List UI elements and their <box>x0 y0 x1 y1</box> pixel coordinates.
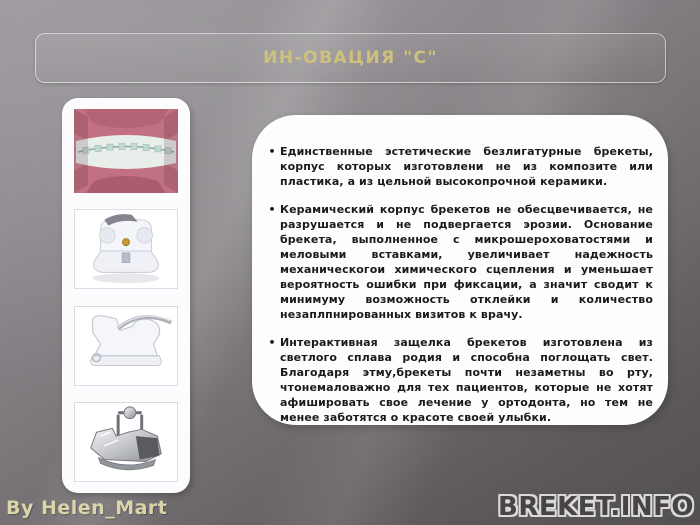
clear-bracket-image <box>75 307 177 385</box>
bullet-item <box>264 335 653 425</box>
photo-ceramic-bracket <box>74 209 178 289</box>
bullet-marker: • <box>268 145 276 158</box>
slide-title: ИН-ОВАЦИЯ "С" <box>263 48 438 68</box>
photo-clear-bracket <box>74 306 178 386</box>
photo-teeth-model <box>74 109 178 193</box>
bullet-item <box>264 202 653 322</box>
bullet-item <box>264 144 653 189</box>
bullet-marker: • <box>268 336 276 349</box>
teeth-model-image <box>74 109 178 193</box>
bullet-text: Интерактивная защелка брекетов изготовлена из светлого сплава родия и способна поглощать свет. Благодаря этму,брекеты почти незаметны во рту, чтонемаловажно для тех пациентов, которые не хотят афишировать свое лечение у ортодонта, но тем не менее заботятся о красоте своей улыбки. <box>280 336 653 424</box>
image-column <box>62 98 190 493</box>
bullet-list <box>264 144 653 425</box>
text-panel <box>252 115 668 425</box>
ceramic-bracket-image <box>75 210 177 288</box>
title-bar <box>35 33 666 83</box>
watermark-breket-info: BREKET.INFO <box>498 492 694 522</box>
author-credit: By Helen_Mart <box>6 497 168 519</box>
bullet-text: Единственные эстетические безлигатурные брекеты, корпус которых изготовлени не из композите или пластика, а из цельной высокопрочной керамики. <box>280 145 653 188</box>
photo-metal-bracket <box>74 402 178 482</box>
bullet-text: Керамический корпус брекетов не обесцвечивается, не разрушается и не подвергается эрозии. Основание брекета, выполненное с микрошероховатостями и меловыми вставками, увеличивает надежность механическогои химического сцепления и уменьшает вероятность ошибки при фиксации, а значит сводит к минимуму возможность отклейки и количество незаплпнированных визитов к врачу. <box>280 203 653 321</box>
metal-bracket-image <box>75 403 177 481</box>
bullet-marker: • <box>268 203 276 216</box>
